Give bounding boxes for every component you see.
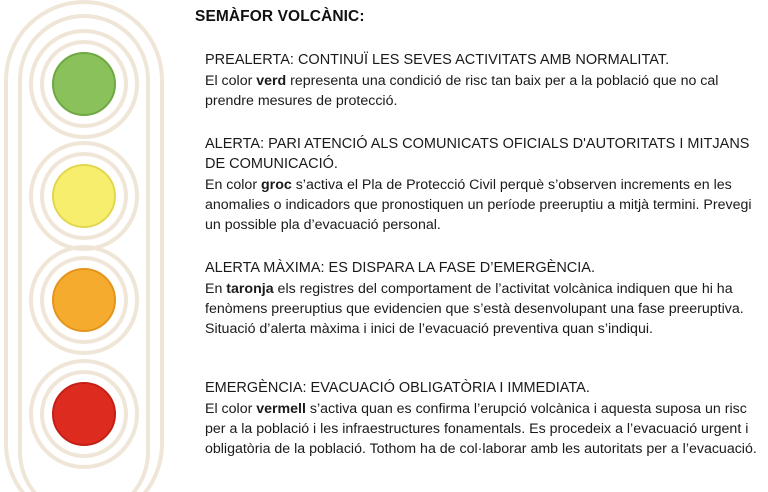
color-name: vermell [256, 401, 306, 417]
traffic-light-graphic [0, 0, 170, 492]
color-name: verd [256, 73, 287, 89]
level-heading: ALERTA: PARI ATENCIÓ ALS COMUNICATS OFICIALS D'AUTORITATS I MITJANS DE COMUNICACIÓ. [205, 136, 750, 172]
red-light-icon [53, 383, 115, 445]
level-emergencia [205, 378, 765, 459]
desc-text: s’activa quan es confirma l’erupció volcànica i aquesta suposa un risc per a la població i les infraestructures fonamentals. Es procedeix a l’evacuació urgent i obligatòria de la població. Tothom ha de col·laborar amb les autoritats per a l’evacuació. [205, 401, 757, 457]
desc-text: els registres del comportament de l’activitat volcànica indiquen que hi ha fenòmens preeruptius que evidencien que s’està desenvolupant una fase preeruptiva. Situació d’alerta màxima i inici de l’evacuació preventiva quan s’indiqui. [205, 281, 744, 337]
desc-text: representa una condició de risc tan baix per a la població que no cal prendre mesures de protecció. [205, 73, 719, 109]
level-alerta-maxima [205, 258, 765, 339]
level-heading: PREALERTA: CONTINUÏ LES SEVES ACTIVITATS AMB NORMALITAT. [205, 52, 670, 68]
page-title: SEMÀFOR VOLCÀNIC: [195, 8, 365, 25]
color-name: groc [261, 177, 292, 193]
desc-text: El color [205, 73, 257, 89]
level-description [205, 175, 765, 235]
color-name: taronja [226, 281, 274, 297]
green-light-icon [53, 53, 115, 115]
desc-text: s’activa el Pla de Protecció Civil perquè s’observen increments en les anomalies o indicadors que pronostiquen un període preeruptiu a mitjà termini. Prevegi un possible pla d’evacuació personal. [205, 177, 752, 233]
level-prealerta [205, 50, 765, 111]
level-alerta [205, 134, 765, 235]
level-description [205, 279, 765, 339]
desc-text: En color [205, 177, 261, 193]
level-heading: EMERGÈNCIA: EVACUACIÓ OBLIGATÒRIA I IMMEDIATA. [205, 380, 590, 396]
level-heading: ALERTA MÀXIMA: ES DISPARA LA FASE D’EMERGÈNCIA. [205, 260, 596, 276]
desc-text: El color [205, 401, 257, 417]
traffic-light-illustration [0, 0, 170, 492]
level-description [205, 399, 765, 459]
level-description [205, 71, 765, 111]
yellow-light-icon [53, 165, 115, 227]
desc-text: En [205, 281, 227, 297]
orange-light-icon [53, 269, 115, 331]
